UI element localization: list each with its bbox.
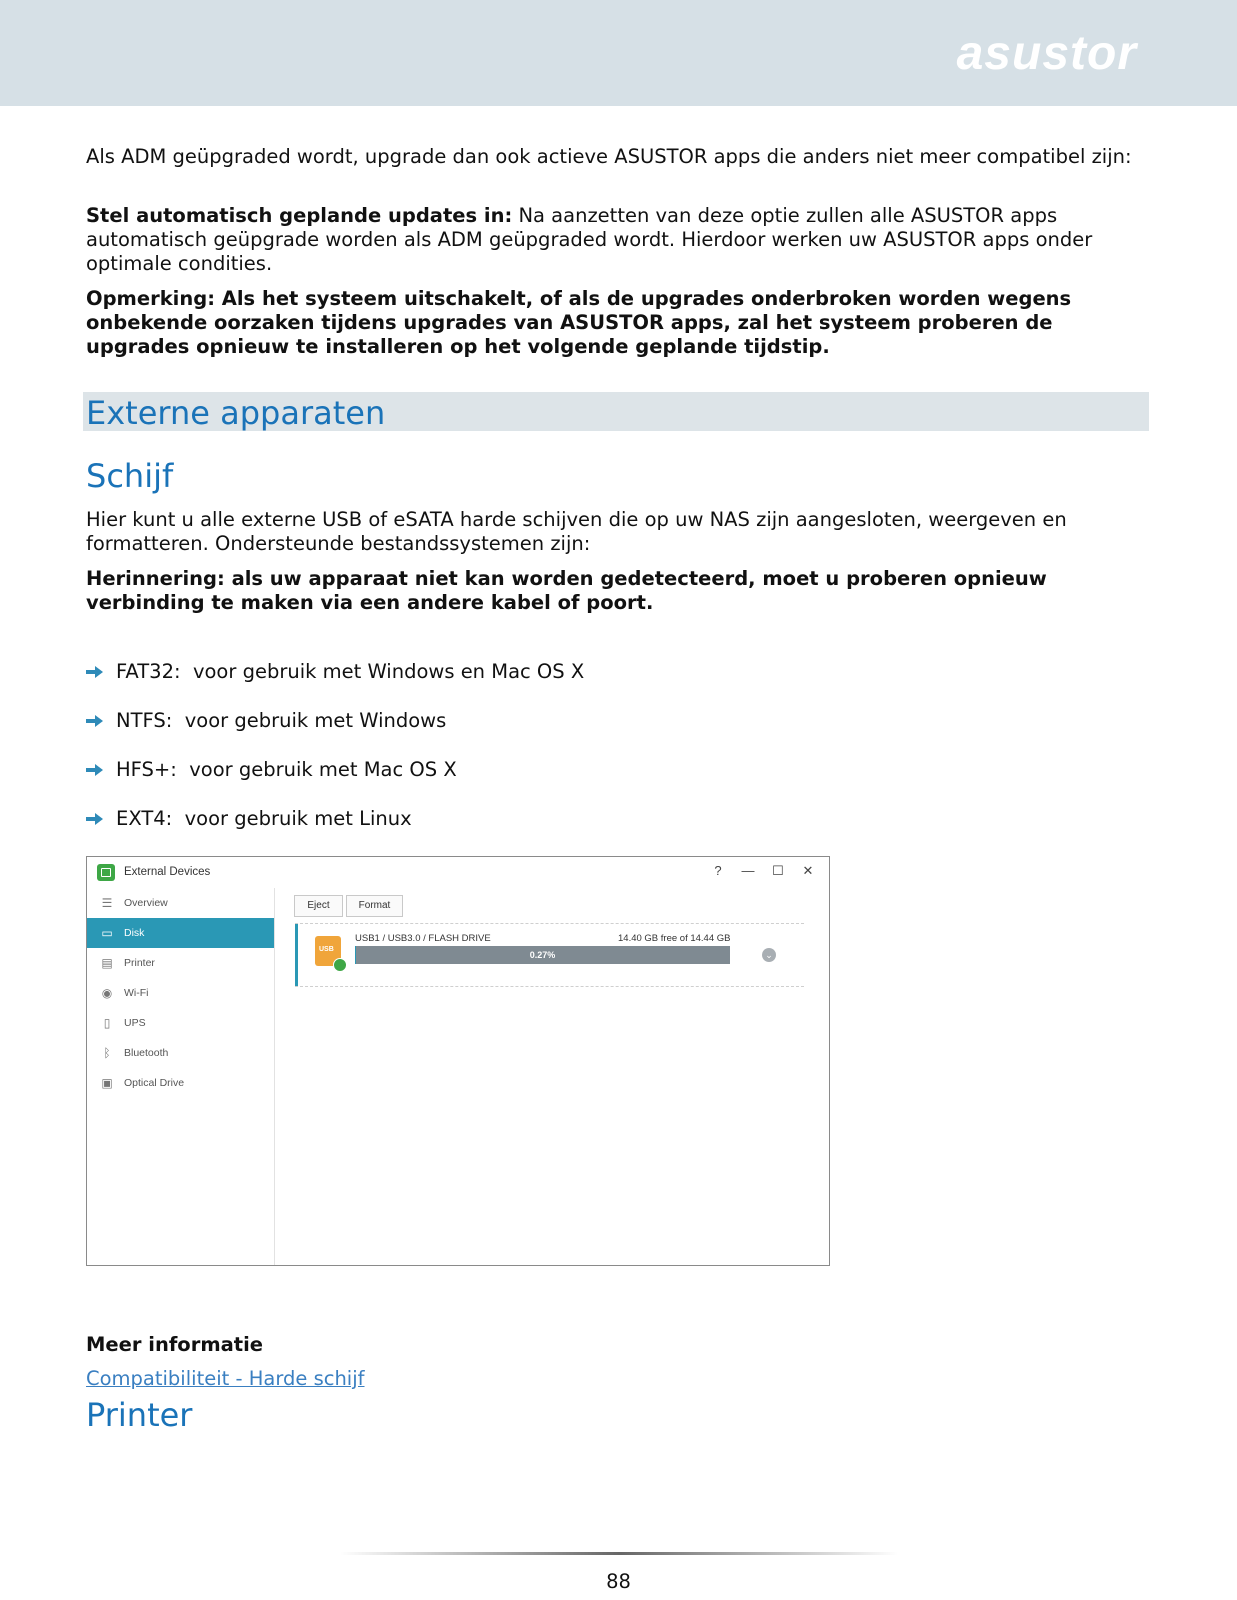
app-logo-icon bbox=[97, 864, 115, 881]
schedule-paragraph bbox=[86, 204, 1146, 276]
ups-icon: ▯ bbox=[103, 1016, 111, 1030]
filesystem-usage: voor gebruik met Windows bbox=[184, 709, 447, 732]
arrow-right-icon bbox=[86, 758, 108, 782]
subsection-title: Schijf bbox=[86, 457, 174, 495]
window-controls bbox=[703, 862, 823, 880]
filesystem-usage: voor gebruik met Mac OS X bbox=[189, 758, 457, 781]
sidebar-item-ups[interactable] bbox=[87, 1008, 274, 1038]
reminder-paragraph: Herinnering: als uw apparaat niet kan worden gedetecteerd, moet u proberen opnieuw verbinding te maken via een andere kabel of poort. bbox=[86, 567, 1047, 614]
maximize-icon[interactable]: ☐ bbox=[772, 863, 784, 878]
sidebar-item-label: Wi-Fi bbox=[124, 987, 149, 999]
row-divider bbox=[295, 986, 804, 987]
window-titlebar bbox=[87, 857, 829, 887]
sidebar-item-label: Bluetooth bbox=[124, 1047, 169, 1059]
window-title: External Devices bbox=[124, 866, 211, 878]
optical-drive-icon: ▣ bbox=[101, 1076, 113, 1090]
sidebar-item-wifi[interactable] bbox=[87, 978, 274, 1008]
intro-paragraph: Als ADM geüpgraded wordt, upgrade dan ook actieve ASUSTOR apps die anders niet meer compatibel zijn: bbox=[86, 145, 1132, 168]
filesystem-usage: voor gebruik met Linux bbox=[184, 807, 412, 830]
arrow-right-icon bbox=[86, 660, 108, 684]
note-paragraph: Opmerking: Als het systeem uitschakelt, of als de upgrades onderbroken worden wegens onbekende oorzaken tijdens upgrades van ASUSTOR apps, zal het systeem proberen de upgrades opnieuw te installeren op het volgende geplande tijdstip. bbox=[86, 287, 1072, 358]
sidebar-item-label: Overview bbox=[124, 897, 168, 909]
arrow-right-icon bbox=[86, 807, 108, 831]
description-paragraph: Hier kunt u alle externe USB of eSATA harde schijven die op uw NAS zijn aangesloten, weergeven en formatteren. Ondersteunde bestandssystemen zijn: bbox=[86, 508, 1067, 555]
disk-icon: ▭ bbox=[101, 926, 113, 940]
printer-icon: ▤ bbox=[101, 956, 113, 970]
sidebar-item-label: Optical Drive bbox=[124, 1077, 185, 1089]
drive-connected-icon bbox=[333, 958, 347, 972]
minimize-icon[interactable]: — bbox=[741, 863, 755, 878]
sidebar-item-disk[interactable] bbox=[87, 918, 274, 948]
sidebar-item-printer[interactable] bbox=[87, 948, 274, 978]
usage-bar bbox=[355, 946, 730, 964]
bluetooth-icon: ᛒ bbox=[103, 1046, 111, 1060]
more-info-title: Meer informatie bbox=[86, 1333, 264, 1356]
format-button[interactable]: Format bbox=[346, 895, 403, 917]
help-icon[interactable]: ? bbox=[714, 863, 722, 878]
filesystem-list bbox=[86, 660, 584, 856]
next-section-title: Printer bbox=[86, 1396, 193, 1434]
sidebar-item-label: UPS bbox=[124, 1017, 146, 1029]
brand-logo: asustor bbox=[956, 27, 1137, 80]
schedule-label: Stel automatisch geplande updates in: bbox=[86, 204, 513, 227]
drive-name: USB1 / USB3.0 / FLASH DRIVE bbox=[355, 933, 491, 944]
schedule-text: Na aanzetten van deze optie zullen alle ASUSTOR apps automatisch geüpgrade worden als ADM geüpgraded wordt. Hierdoor werken uw ASUSTOR apps onder optimale condities. bbox=[86, 204, 1093, 275]
sidebar-item-label: Printer bbox=[124, 957, 155, 969]
eject-button[interactable]: Eject bbox=[294, 895, 343, 917]
usb-drive-label: USB bbox=[319, 946, 334, 953]
arrow-right-icon bbox=[86, 709, 108, 733]
sidebar-item-label: Disk bbox=[124, 927, 145, 939]
drive-free-space: 14.40 GB free of 14.44 GB bbox=[618, 933, 731, 944]
sidebar-item-overview[interactable] bbox=[87, 888, 274, 918]
section-title: Externe apparaten bbox=[86, 394, 386, 432]
usb-drive-icon bbox=[315, 936, 343, 970]
sidebar bbox=[87, 888, 275, 1265]
filesystem-name: HFS+: bbox=[116, 758, 177, 781]
header-band bbox=[0, 0, 1237, 106]
filesystem-name: EXT4: bbox=[116, 807, 173, 830]
close-icon[interactable]: ✕ bbox=[802, 863, 814, 878]
list-item bbox=[86, 660, 584, 709]
list-item bbox=[86, 758, 584, 807]
list-icon: ☰ bbox=[101, 896, 113, 910]
filesystem-name: NTFS: bbox=[116, 709, 173, 732]
usage-label: 0.27% bbox=[529, 950, 556, 960]
footer-rule bbox=[340, 1552, 898, 1555]
disk-panel bbox=[275, 888, 829, 1265]
chevron-down-icon[interactable]: ⌄ bbox=[762, 948, 776, 962]
sidebar-item-optical-drive[interactable] bbox=[87, 1068, 274, 1098]
list-item bbox=[86, 807, 584, 856]
sidebar-item-bluetooth[interactable] bbox=[87, 1038, 274, 1068]
page-number: 88 bbox=[606, 1570, 631, 1593]
wifi-icon: ◉ bbox=[101, 986, 113, 1000]
filesystem-name: FAT32: bbox=[116, 660, 181, 683]
compatibility-link[interactable]: Compatibiliteit - Harde schijf bbox=[86, 1367, 365, 1390]
external-devices-screenshot bbox=[86, 856, 830, 1266]
drive-row[interactable] bbox=[295, 924, 804, 986]
list-item bbox=[86, 709, 584, 758]
filesystem-usage: voor gebruik met Windows en Mac OS X bbox=[192, 660, 585, 683]
